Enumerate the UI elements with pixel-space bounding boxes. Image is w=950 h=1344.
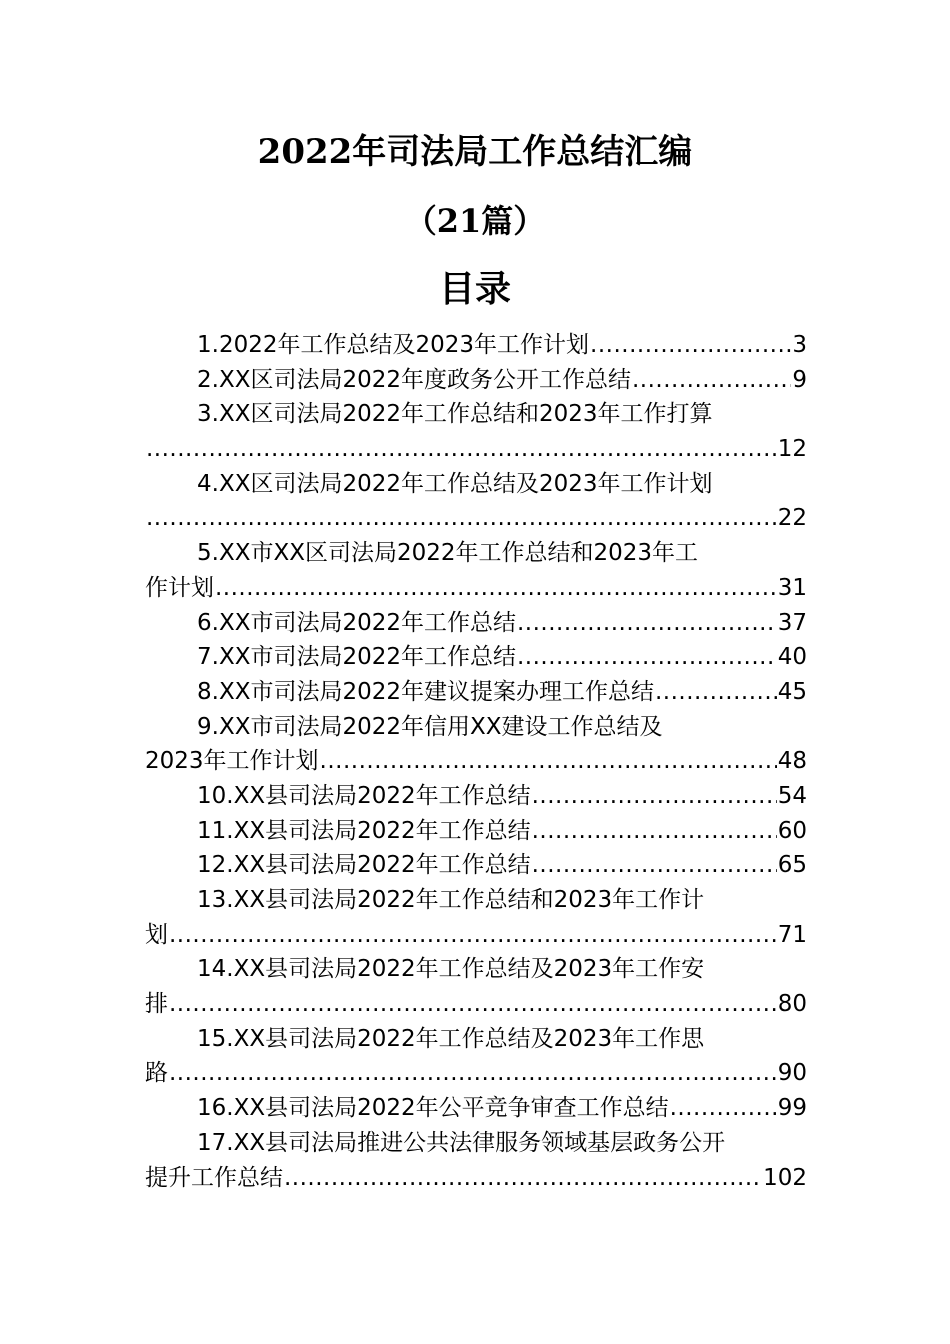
toc-page-number: 45 [777,678,807,705]
toc-entry-title: 8.XX市司法局2022年建议提案办理工作总结 [197,678,654,705]
toc-dot-leader [169,987,777,1022]
document-title: 2022年司法局工作总结汇编 [257,132,693,172]
toc-entry[interactable] [145,1022,807,1091]
toc-entry-title: 作计划 [145,574,214,601]
toc-page-number: 60 [777,817,807,844]
toc-entry-title: 9.XX市司法局2022年信用XX建设工作总结及 [197,713,663,740]
toc-entry-title: 17.XX县司法局推进公共法律服务领域基层政务公开 [197,1129,726,1156]
toc-entry-title: 12.XX县司法局2022年工作总结 [197,852,531,879]
toc-entry-title: 11.XX县司法局2022年工作总结 [197,817,531,844]
toc-dot-leader [517,606,777,641]
toc-entry-title: 2.XX区司法局2022年度政务公开工作总结 [197,366,631,393]
toc-page-number: 9 [792,366,807,393]
table-of-contents [145,328,807,1195]
toc-entry-title: 16.XX县司法局2022年公平竞争审查工作总结 [197,1095,669,1122]
toc-page-number: 3 [792,332,807,358]
toc-page-number: 48 [777,748,807,775]
toc-entry[interactable] [145,1126,807,1195]
toc-dot-leader [517,640,777,675]
toc-entry[interactable] [145,675,807,710]
toc-page-number: 99 [777,1095,807,1122]
toc-entry[interactable] [145,779,807,814]
toc-dot-leader [169,1056,777,1091]
toc-page-number: 54 [777,782,807,809]
toc-dot-leader [532,848,777,883]
toc-page-number: 71 [777,921,807,948]
toc-dot-leader [532,779,777,814]
toc-entry-title: 2023年工作计划 [145,748,319,775]
toc-entry[interactable] [145,397,807,466]
toc-dot-leader [320,744,777,779]
toc-entry-title: 10.XX县司法局2022年工作总结 [197,782,531,809]
toc-entry-title: 1.2022年工作总结及2023年工作计划 [197,332,590,358]
toc-dot-leader [284,1161,762,1196]
toc-entry-title: 6.XX市司法局2022年工作总结 [197,609,516,636]
toc-page-number: 90 [777,1060,807,1087]
toc-entry-title: 提升工作总结 [145,1164,283,1191]
toc-entry-title: 3.XX区司法局2022年工作总结和2023年工作打算 [197,401,713,428]
toc-page-number: 80 [777,991,807,1018]
toc-entry[interactable] [145,848,807,883]
toc-page-number: 31 [777,574,807,601]
document-subtitle: （21篇） [404,202,546,240]
toc-entry[interactable] [145,710,807,779]
toc-entry[interactable] [145,328,807,363]
toc-entry[interactable] [145,536,807,605]
toc-entry-title: 15.XX县司法局2022年工作总结及2023年工作思 [197,1025,705,1052]
toc-entry[interactable] [145,363,807,398]
toc-entry-title: 14.XX县司法局2022年工作总结及2023年工作安 [197,956,705,983]
toc-dot-leader [590,328,791,363]
toc-page-number: 40 [777,644,807,671]
toc-entry[interactable] [145,883,807,952]
toc-entry-title: 排 [145,991,168,1018]
toc-entry-title: 13.XX县司法局2022年工作总结和2023年工作计 [197,887,705,913]
toc-entry-title: 4.XX区司法局2022年工作总结及2023年工作计划 [197,470,713,497]
toc-dot-leader [670,1091,777,1126]
toc-entry[interactable] [145,640,807,675]
toc-page-number: 102 [763,1164,807,1191]
toc-entry-title: 5.XX市XX区司法局2022年工作总结和2023年工 [197,540,699,567]
toc-page-number: 65 [777,852,807,879]
toc-page-number: 37 [777,609,807,636]
toc-dot-leader [146,432,777,467]
toc-entry-title: 7.XX市司法局2022年工作总结 [197,644,516,671]
toc-entry[interactable] [145,952,807,1021]
toc-dot-leader [632,363,791,398]
toc-entry-title: 路 [145,1060,168,1087]
toc-entry[interactable] [145,814,807,849]
toc-dot-leader [532,814,777,849]
toc-entry[interactable] [145,467,807,536]
toc-dot-leader [169,918,777,953]
toc-dot-leader [146,501,777,536]
toc-dot-leader [655,675,777,710]
toc-entry-title: 划 [145,921,168,948]
toc-dot-leader [215,571,777,606]
toc-page-number: 22 [777,505,807,532]
toc-entry[interactable] [145,606,807,641]
toc-entry[interactable] [145,1091,807,1126]
toc-heading: 目录 [438,268,511,310]
toc-page-number: 12 [777,436,807,463]
